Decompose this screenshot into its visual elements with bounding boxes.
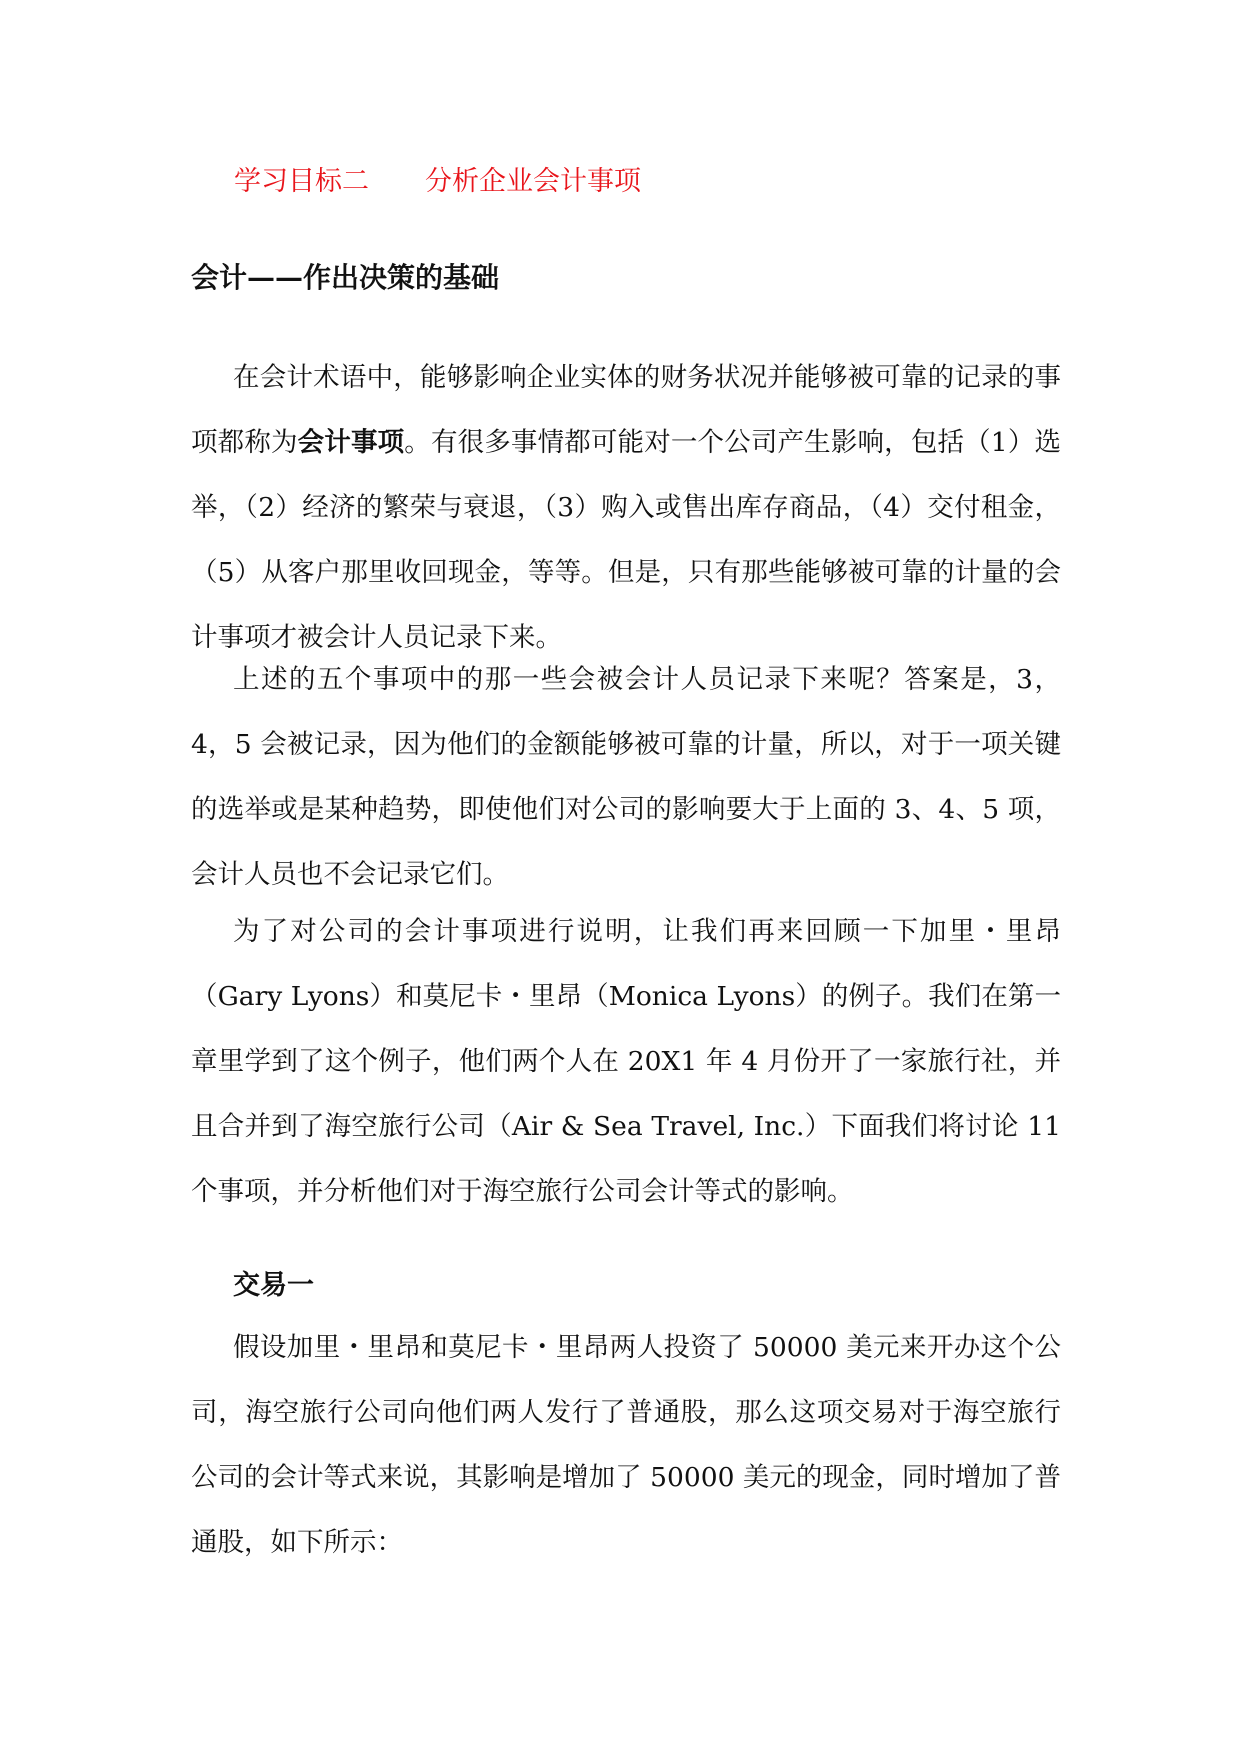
section-title <box>234 162 641 202</box>
section-title-right: 分析企业会计事项 <box>425 166 641 197</box>
paragraph-definition: 在会计术语中，能够影响企业实体的财务状况并能够被可靠的记录的事项都称为会计事项。有很多事情都可能对一个公司产生影响，包括（1）选举，（2）经济的繁荣与衰退，（3）购入或售出库存商品，（4）交付租金，（5）从客户那里收回现金，等等。但是，只有那些能够被可靠的计量的会计事项才被会计人员记录下来。 <box>191 362 1061 653</box>
transaction-heading: 交易一 <box>233 1270 314 1301</box>
bold-term: 会计事项 <box>297 427 405 458</box>
paragraph-example-intro: 为了对公司的会计事项进行说明，让我们再来回顾一下加里・里昂（Gary Lyons）和莫尼卡・里昂（Monica Lyons）的例子。我们在第一章里学到了这个例子，他们两个人在 20X1 年 4 月份开了一家旅行社，并且合并到了海空旅行公司（Air & Sea Travel, Inc.）下面我们将讨论 11 个事项，并分析他们对于海空旅行公司会计等式的影响。 <box>191 916 1061 1207</box>
paragraph-recorded-events: 上述的五个事项中的那一些会被会计人员记录下来呢？答案是，3，4，5 会被记录，因为他们的金额能够被可靠的计量，所以，对于一项关键的选举或是某种趋势，即使他们对公司的影响要大于上面的 3、4、5 项，会计人员也不会记录它们。 <box>191 664 1061 890</box>
paragraph-transaction-one: 假设加里・里昂和莫尼卡・里昂两人投资了 50000 美元来开办这个公司，海空旅行公司向他们两人发行了普通股，那么这项交易对于海空旅行公司的会计等式来说，其影响是增加了 50000 美元的现金，同时增加了普通股，如下所示： <box>191 1332 1061 1558</box>
section-heading: 会计——作出决策的基础 <box>191 261 500 294</box>
section-title-left: 学习目标二 <box>234 166 369 197</box>
